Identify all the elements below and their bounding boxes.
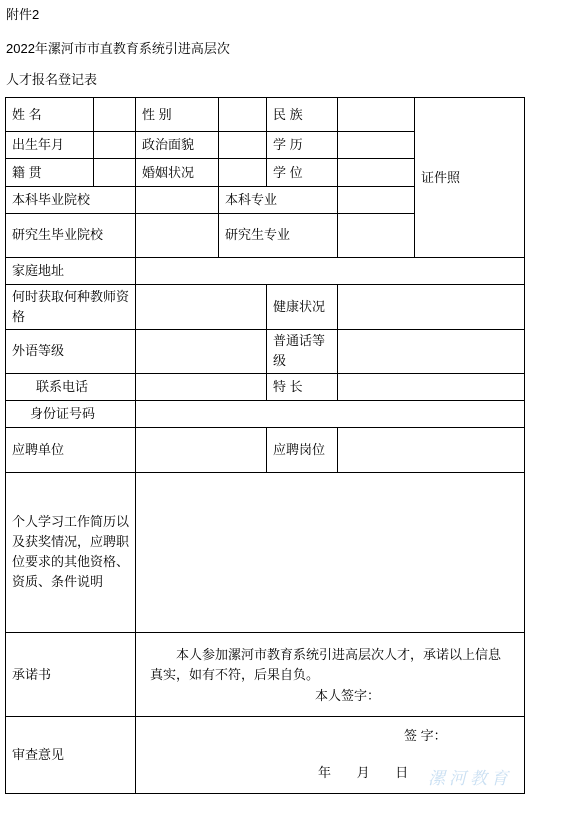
resume-label: 个人学习工作简历以及获奖情况，应聘职位要求的其他资格、资质、条件说明: [6, 472, 136, 632]
native-place-value[interactable]: [94, 159, 136, 186]
pledge-text: 本人参加漯河市教育系统引进高层次人才，承诺以上信息真实，如有不符，后果自负。: [150, 646, 502, 682]
position-value[interactable]: [338, 428, 525, 472]
foreign-lang-value[interactable]: [136, 329, 267, 373]
grad-major-value[interactable]: [338, 213, 415, 257]
review-date: [318, 763, 430, 783]
marital-value[interactable]: [219, 159, 267, 186]
undergrad-major-label: 本科专业: [219, 186, 338, 213]
political-label: 政治面貌: [136, 132, 219, 159]
grad-school-label: 研究生毕业院校: [6, 213, 136, 257]
position-label: 应聘岗位: [267, 428, 338, 472]
undergrad-school-label: 本科毕业院校: [6, 186, 136, 213]
grad-school-value[interactable]: [136, 213, 219, 257]
pledge-signature-label: 本人签字：: [314, 687, 380, 703]
specialty-value[interactable]: [338, 373, 525, 400]
id-number-label: 身份证号码: [6, 401, 136, 428]
degree-value[interactable]: [338, 159, 415, 186]
gender-value[interactable]: [219, 98, 267, 132]
degree-label: 学 位: [267, 159, 338, 186]
undergrad-major-value[interactable]: [338, 186, 415, 213]
pledge-label: 承诺书: [6, 632, 136, 717]
address-label: 家庭地址: [6, 258, 136, 285]
phone-value[interactable]: [136, 373, 267, 400]
pledge-cell: [136, 632, 525, 717]
native-place-label: 籍 贯: [6, 159, 94, 186]
registration-form-table: [5, 97, 525, 794]
foreign-lang-label: 外语等级: [6, 329, 136, 373]
review-signature-label: 签 字：: [404, 728, 447, 744]
marital-label: 婚姻状况: [136, 159, 219, 186]
phone-label: 联系电话: [6, 373, 136, 400]
form-title: 2022年漯河市市直教育系统引进高层次: [6, 41, 230, 56]
ethnicity-label: 民 族: [267, 98, 338, 132]
specialty-label: 特 长: [267, 373, 338, 400]
review-label: 审查意见: [6, 717, 136, 794]
unit-label: 应聘单位: [6, 428, 136, 472]
teacher-cert-label: 何时获取何种教师资格: [6, 285, 136, 329]
id-number-value[interactable]: [136, 401, 525, 428]
date-year-label: 年: [318, 765, 332, 781]
watermark: 漯河教育: [428, 769, 512, 789]
form-subtitle: 人才报名登记表: [6, 72, 98, 87]
birth-label: 出生年月: [6, 132, 94, 159]
date-day-label: 日: [395, 765, 409, 781]
political-value[interactable]: [219, 132, 267, 159]
birth-value[interactable]: [94, 132, 136, 159]
address-value[interactable]: [136, 258, 525, 285]
education-label: 学 历: [267, 132, 338, 159]
grad-major-label: 研究生专业: [219, 213, 338, 257]
health-label: 健康状况: [267, 285, 338, 329]
undergrad-school-value[interactable]: [136, 186, 219, 213]
unit-value[interactable]: [136, 428, 267, 472]
photo-cell[interactable]: 证件照: [415, 98, 525, 258]
education-value[interactable]: [338, 132, 415, 159]
ethnicity-value[interactable]: [338, 98, 415, 132]
resume-value[interactable]: [136, 472, 525, 632]
gender-label: 性 别: [136, 98, 219, 132]
teacher-cert-value[interactable]: [136, 285, 267, 329]
mandarin-value[interactable]: [338, 329, 525, 373]
name-value[interactable]: [94, 98, 136, 132]
mandarin-label: 普通话等级: [267, 329, 338, 373]
date-month-label: 月: [356, 765, 370, 781]
health-value[interactable]: [338, 285, 525, 329]
attachment-label: 附件2: [6, 7, 40, 22]
name-label: 姓 名: [6, 98, 94, 132]
